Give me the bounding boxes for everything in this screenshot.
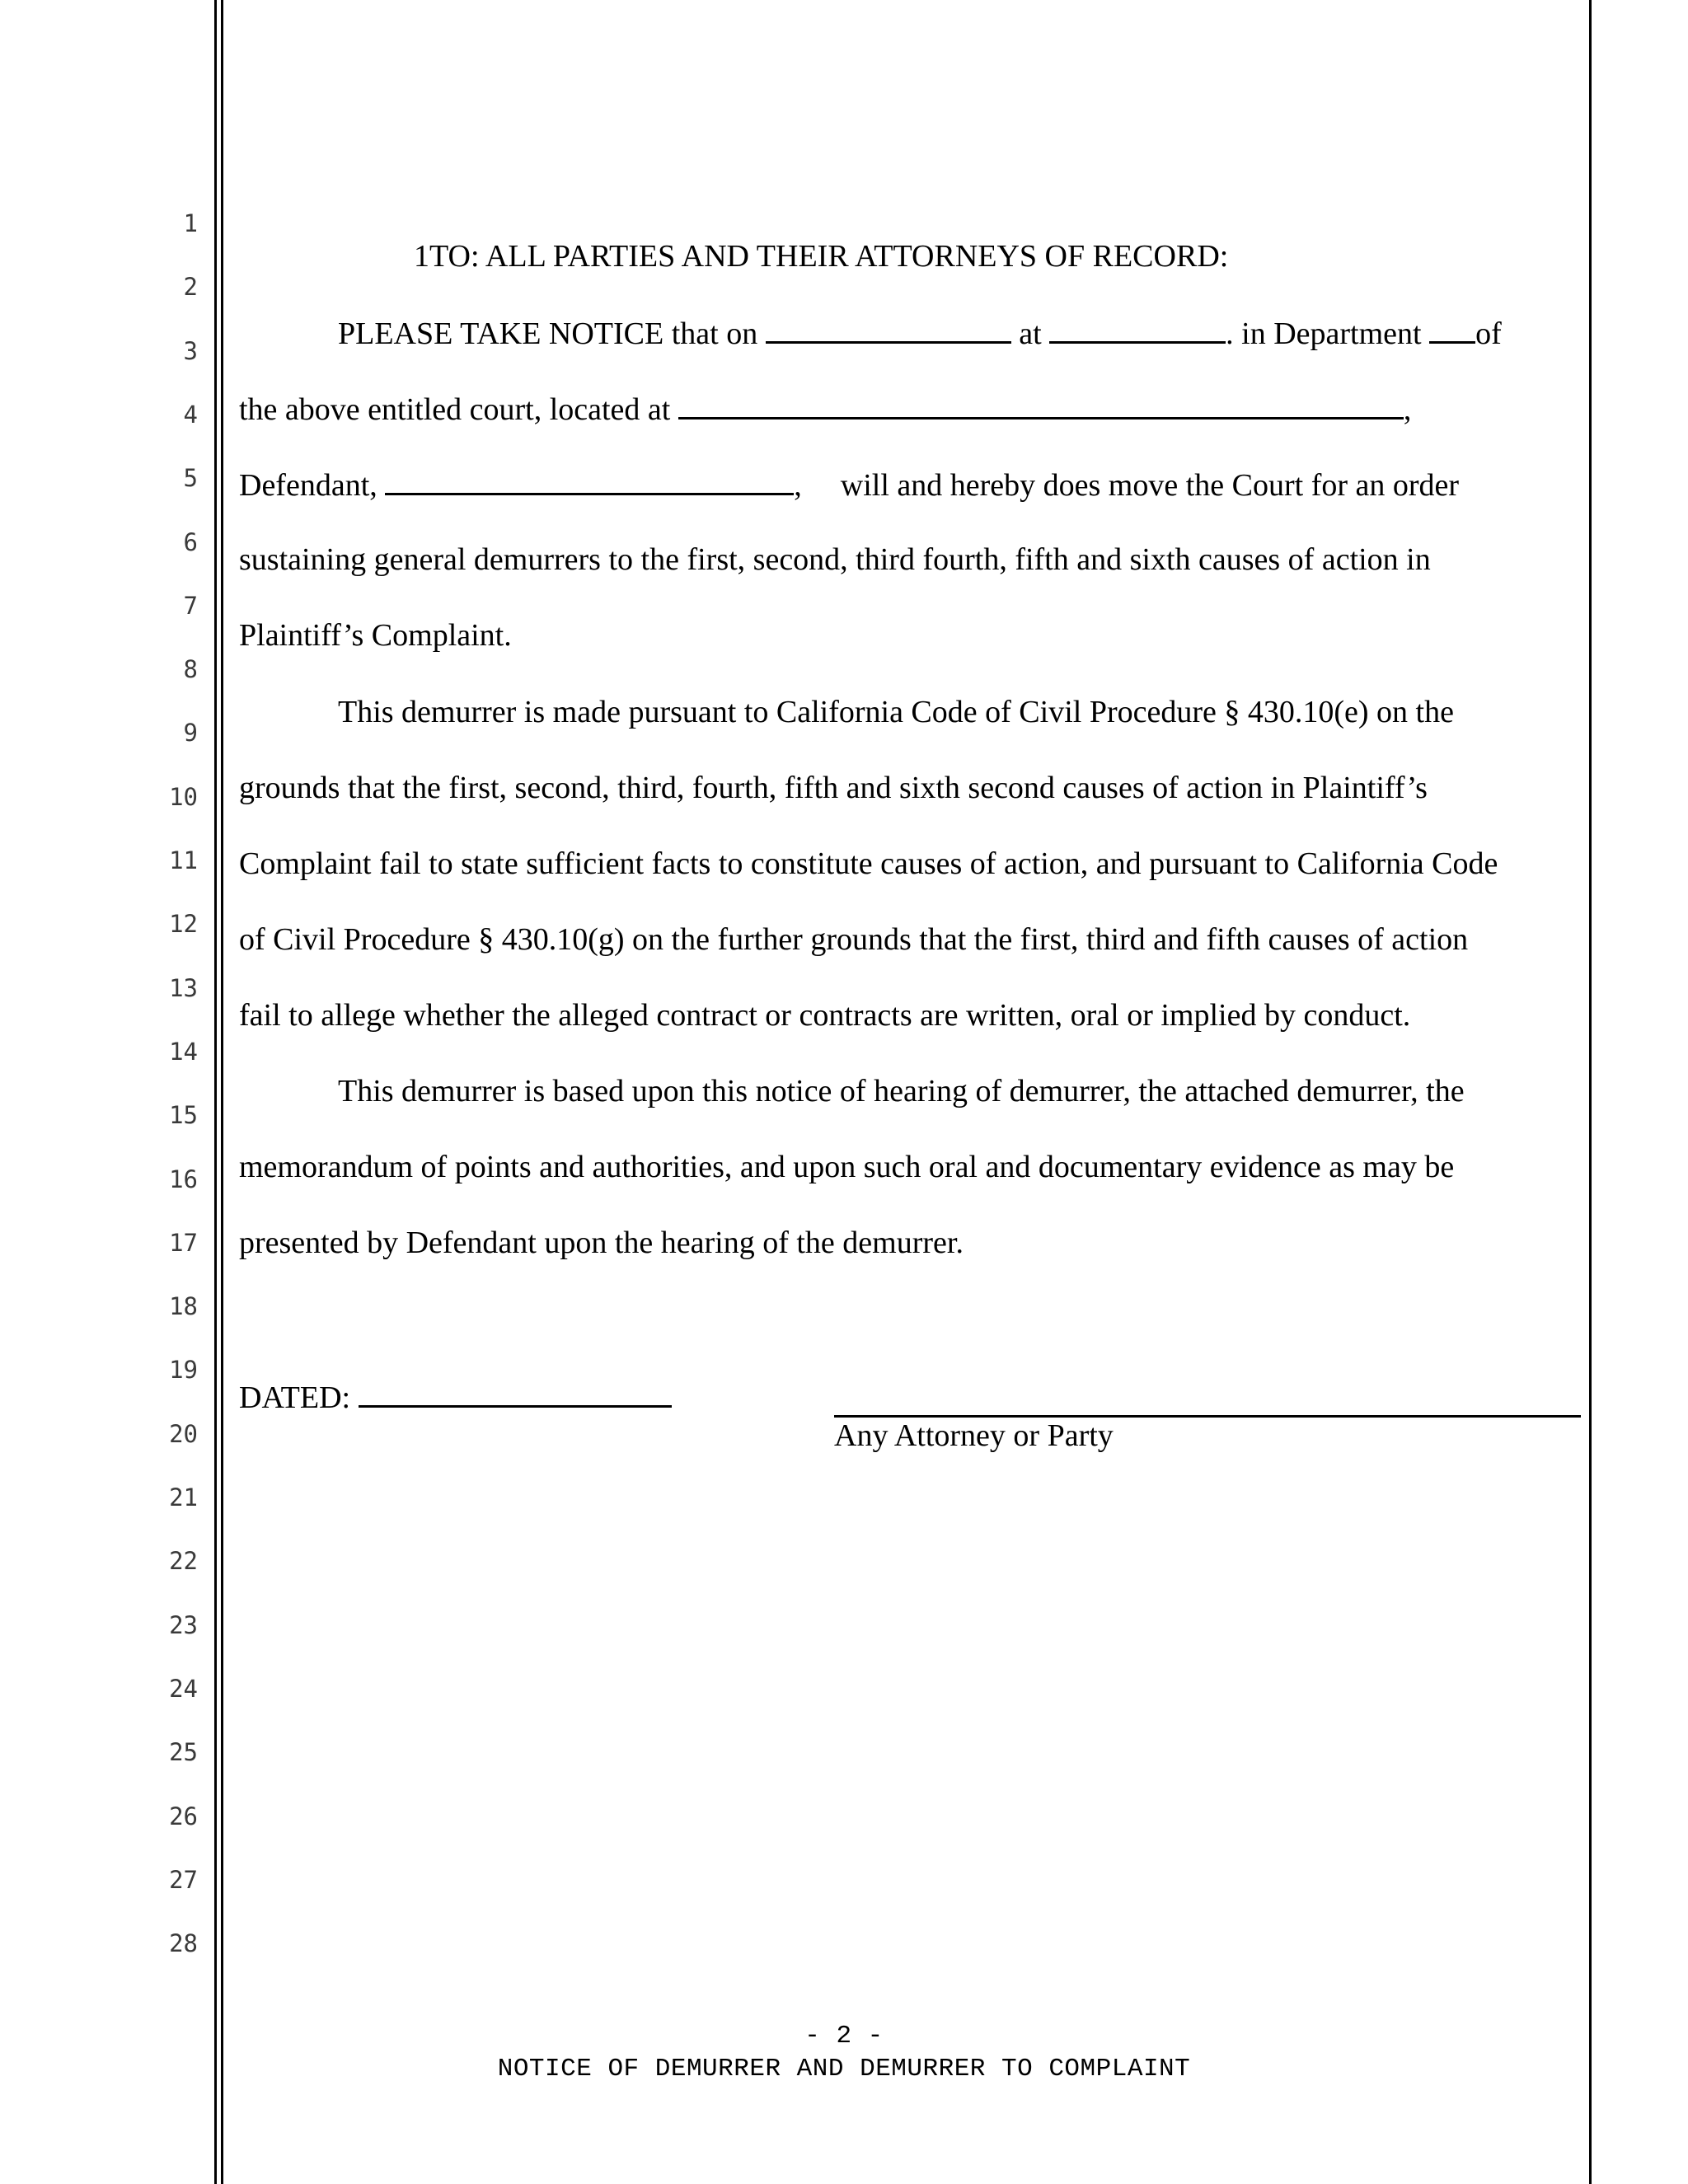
line-number: 19 <box>169 1356 198 1384</box>
basis-line-2: memorandum of points and authorities, and upon such oral and documentary evidence as may be <box>239 1150 1455 1184</box>
signature-line <box>834 1415 1581 1418</box>
line-number: 7 <box>183 592 198 620</box>
line-number: 20 <box>169 1420 198 1448</box>
hearing-time-blank <box>1049 316 1226 344</box>
line-number: 3 <box>183 337 198 365</box>
grounds-line-3: Complaint fail to state sufficient facts to constitute causes of action, and pursuant to California Code <box>239 846 1498 881</box>
notice-line-4: sustaining general demurrers to the first, second, third fourth, fifth and sixth causes of action in <box>239 542 1431 577</box>
department-blank <box>1429 316 1475 344</box>
line-number: 2 <box>183 273 198 301</box>
grounds-line-5: fail to allege whether the alleged contract or contracts are written, oral or implied by conduct. <box>239 998 1411 1033</box>
notice-text-1a: PLEASE TAKE NOTICE that on <box>338 316 758 351</box>
notice-line-5: Plaintiff’s Complaint. <box>239 618 512 653</box>
line-number: 11 <box>169 846 198 874</box>
notice-line-2 <box>239 392 1411 425</box>
dated-line <box>239 1380 672 1413</box>
left-margin-rule <box>214 0 217 2184</box>
line-number: 6 <box>183 528 198 556</box>
notice-text-1d: of <box>1475 316 1502 351</box>
notice-text-3a: Defendant, <box>239 468 377 503</box>
notice-line-1 <box>338 316 1502 349</box>
dated-label: DATED: <box>239 1380 351 1415</box>
hearing-date-blank <box>766 316 1011 344</box>
line-number: 15 <box>169 1101 198 1129</box>
notice-text-2a: the above entitled court, located at <box>239 392 671 427</box>
line-number: 13 <box>169 974 198 1002</box>
line-number: 4 <box>183 401 198 429</box>
right-margin-rule <box>1589 0 1592 2184</box>
line-number: 21 <box>169 1483 198 1511</box>
line-number: 18 <box>169 1292 198 1320</box>
notice-text-3b: , <box>794 468 802 503</box>
line-number: 8 <box>183 655 198 683</box>
footer-title: NOTICE OF DEMURRER AND DEMURRER TO COMPLAINT <box>497 2055 1191 2083</box>
left-margin-rule-inner <box>221 0 223 2184</box>
page-number: - 2 - <box>804 2022 884 2050</box>
line-number: 1 <box>183 209 198 237</box>
line-number: 24 <box>169 1675 198 1703</box>
signer-label: Any Attorney or Party <box>834 1418 1114 1453</box>
line-number-column <box>0 0 206 2184</box>
line-number: 28 <box>169 1929 198 1957</box>
notice-line-3 <box>239 468 1459 501</box>
notice-text-1c: . in Department <box>1226 316 1422 351</box>
notice-text-1b: at <box>1019 316 1042 351</box>
basis-line-3: presented by Defendant upon the hearing of the demurrer. <box>239 1226 964 1260</box>
grounds-line-1: This demurrer is made pursuant to California Code of Civil Procedure § 430.10(e) on the <box>338 695 1454 729</box>
notice-text-2b: , <box>1403 392 1412 427</box>
line-number: 14 <box>169 1038 198 1066</box>
line-number: 27 <box>169 1866 198 1894</box>
document-heading: 1TO: ALL PARTIES AND THEIR ATTORNEYS OF RECORD: <box>414 239 1229 274</box>
notice-text-3c: will and hereby does move the Court for an order <box>840 468 1460 503</box>
grounds-line-2: grounds that the first, second, third, fourth, fifth and sixth second causes of action in Plaintiff’s <box>239 771 1428 805</box>
line-number: 25 <box>169 1738 198 1766</box>
basis-line-1: This demurrer is based upon this notice of hearing of demurrer, the attached demurrer, the <box>338 1074 1465 1108</box>
line-number: 5 <box>183 464 198 492</box>
line-number: 26 <box>169 1802 198 1830</box>
line-number: 16 <box>169 1165 198 1193</box>
court-address-blank <box>678 392 1404 419</box>
line-number: 10 <box>169 783 198 811</box>
defendant-name-blank <box>385 468 794 495</box>
line-number: 23 <box>169 1611 198 1639</box>
line-number: 17 <box>169 1229 198 1257</box>
line-number: 9 <box>183 719 198 747</box>
line-number: 12 <box>169 910 198 938</box>
line-number: 22 <box>169 1547 198 1575</box>
date-blank <box>359 1380 672 1408</box>
grounds-line-4: of Civil Procedure § 430.10(g) on the further grounds that the first, third and fifth causes of action <box>239 922 1469 957</box>
